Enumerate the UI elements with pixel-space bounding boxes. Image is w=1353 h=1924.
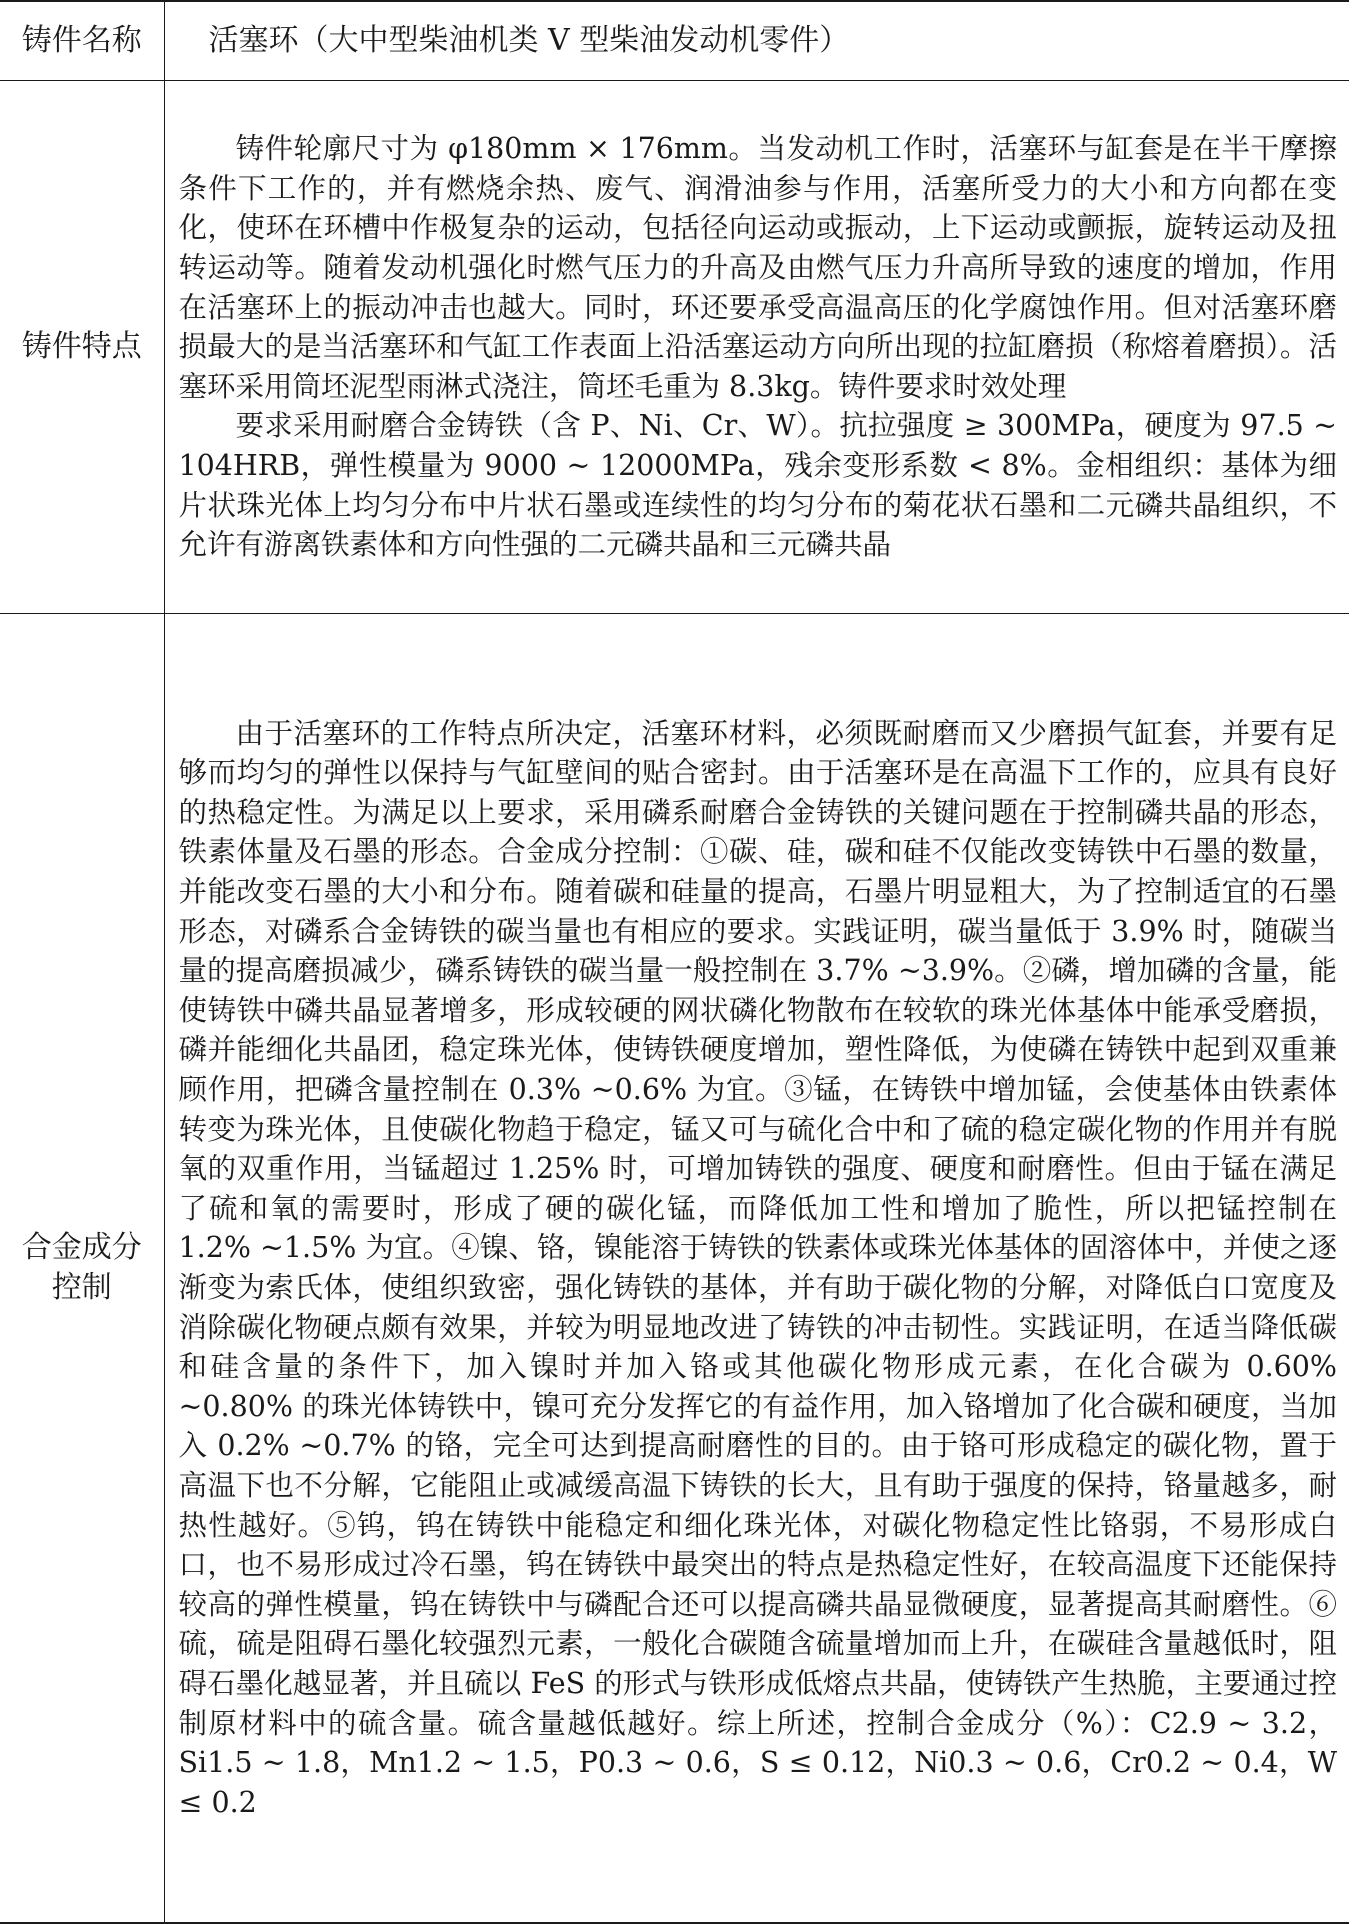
alloy-control-label-line-2: 控制 [51, 1270, 112, 1305]
casting-name-label: 铸件名称 [0, 1, 164, 81]
alloy-control-label-line-1: 合金成分 [21, 1230, 142, 1265]
casting-features-content [164, 81, 1349, 614]
alloy-control-row [0, 614, 1349, 1924]
casting-name-row [0, 1, 1349, 81]
features-paragraph-2: 要求采用耐磨合金铸铁（含 P、Ni、Cr、W）。抗拉强度 ≥ 300MPa，硬度为 97.5 ~ 104HRB，弹性模量为 9000 ~ 12000MPa，残余变形系数 < 8%。金相组织：基体为细片状珠光体上均匀分布中片状石墨或连续性的均匀分布的菊花状石墨和二元磷共晶组织，不允许有游离铁素体和方向性强的二元磷共晶和三元磷共晶 [178, 409, 1337, 562]
casting-name-value: 活塞环（大中型柴油机类 V 型柴油发动机零件） [164, 1, 1349, 81]
casting-features-label: 铸件特点 [0, 81, 164, 614]
features-paragraph-1: 铸件轮廓尺寸为 φ180mm × 176mm。当发动机工作时，活塞环与缸套是在半干摩擦条件下工作的，并有燃烧余热、废气、润滑油参与作用，活塞所受力的大小和方向都在变化，使环在环槽中作极复杂的运动，包括径向运动或振动，上下运动或颤振，旋转运动及扭转运动等。随着发动机强化时燃气压力的升高及由燃气压力升高所导致的速度的增加，作用在活塞环上的振动冲击也越大。同时，环还要承受高温高压的化学腐蚀作用。但对活塞环磨损最大的是当活塞环和气缸工作表面上沿活塞运动方向所出现的拉缸磨损（称熔着磨损）。活塞环采用筒坯泥型雨淋式浇注，筒坯毛重为 8.3kg。铸件要求时效处理 [178, 132, 1337, 403]
alloy-control-label [0, 614, 164, 1924]
alloy-paragraph: 由于活塞环的工作特点所决定，活塞环材料，必须既耐磨而又少磨损气缸套，并要有足够而均匀的弹性以保持与气缸壁间的贴合密封。由于活塞环是在高温下工作的，应具有良好的热稳定性。为满足以上要求，采用磷系耐磨合金铸铁的关键问题在于控制磷共晶的形态，铁素体量及石墨的形态。合金成分控制：①碳、硅，碳和硅不仅能改变铸铁中石墨的数量，并能改变石墨的大小和分布。随着碳和硅量的提高，石墨片明显粗大，为了控制适宜的石墨形态，对磷系合金铸铁的碳当量也有相应的要求。实践证明，碳当量低于 3.9% 时，随碳当量的提高磨损减少，磷系铸铁的碳当量一般控制在 3.7% ~3.9%。②磷，增加磷的含量，能使铸铁中磷共晶显著增多，形成较硬的网状磷化物散布在较软的珠光体基体中能承受磨损，磷并能细化共晶团，稳定珠光体，使铸铁硬度增加，塑性降低，为使磷在铸铁中起到双重兼顾作用，把磷含量控制在 0.3% ~0.6% 为宜。③锰，在铸铁中增加锰，会使基体由铁素体转变为珠光体，且使碳化物趋于稳定，锰又可与硫化合中和了硫的稳定碳化物的作用并有脱氧的双重作用，当锰超过 1.25% 时，可增加铸铁的强度、硬度和耐磨性。但由于锰在满足了硫和氧的需要时，形成了硬的碳化锰，而降低加工性和增加了脆性，所以把锰控制在 1.2% ~1.5% 为宜。④镍、铬，镍能溶于铸铁的铁素体或珠光体基体的固溶体中，并使之逐渐变为索氏体，使组织致密，强化铸铁的基体，并有助于碳化物的分解，对降低白口宽度及消除碳化物硬点颇有效果，并较为明显地改进了铸铁的冲击韧性。实践证明，在适当降低碳和硅含量的条件下，加入镍时并加入铬或其他碳化物形成元素，在化合碳为 0.60% ~0.80% 的珠光体铸铁中，镍可充分发挥它的有益作用，加入铬增加了化合碳和硬度，当加入 0.2% ~0.7% 的铬，完全可达到提高耐磨性的目的。由于铬可形成稳定的碳化物，置于高温下也不分解，它能阻止或减缓高温下铸铁的长大，且有助于强度的保持，铬量越多，耐热性越好。⑤钨，钨在铸铁中能稳定和细化珠光体，对碳化物稳定性比铬弱，不易形成白口，也不易形成过冷石墨，钨在铸铁中最突出的特点是热稳定性好，在较高温度下还能保持较高的弹性模量，钨在铸铁中与磷配合还可以提高磷共晶显微硬度，显著提高其耐磨性。⑥硫，硫是阻碍石墨化较强烈元素，一般化合碳随含硫量增加而上升，在碳硅含量越低时，阻碍石墨化越显著，并且硫以 FeS 的形式与铁形成低熔点共晶，使铸铁产生热脆，主要通过控制原材料中的硫含量。硫含量越低越好。综上所述，控制合金成分（%）：C2.9 ~ 3.2，Si1.5 ~ 1.8，Mn1.2 ~ 1.5，P0.3 ~ 0.6，S ≤ 0.12，Ni0.3 ~ 0.6，Cr0.2 ~ 0.4，W ≤ 0.2 [178, 716, 1337, 1819]
casting-features-row [0, 81, 1349, 614]
alloy-control-content [164, 614, 1349, 1924]
